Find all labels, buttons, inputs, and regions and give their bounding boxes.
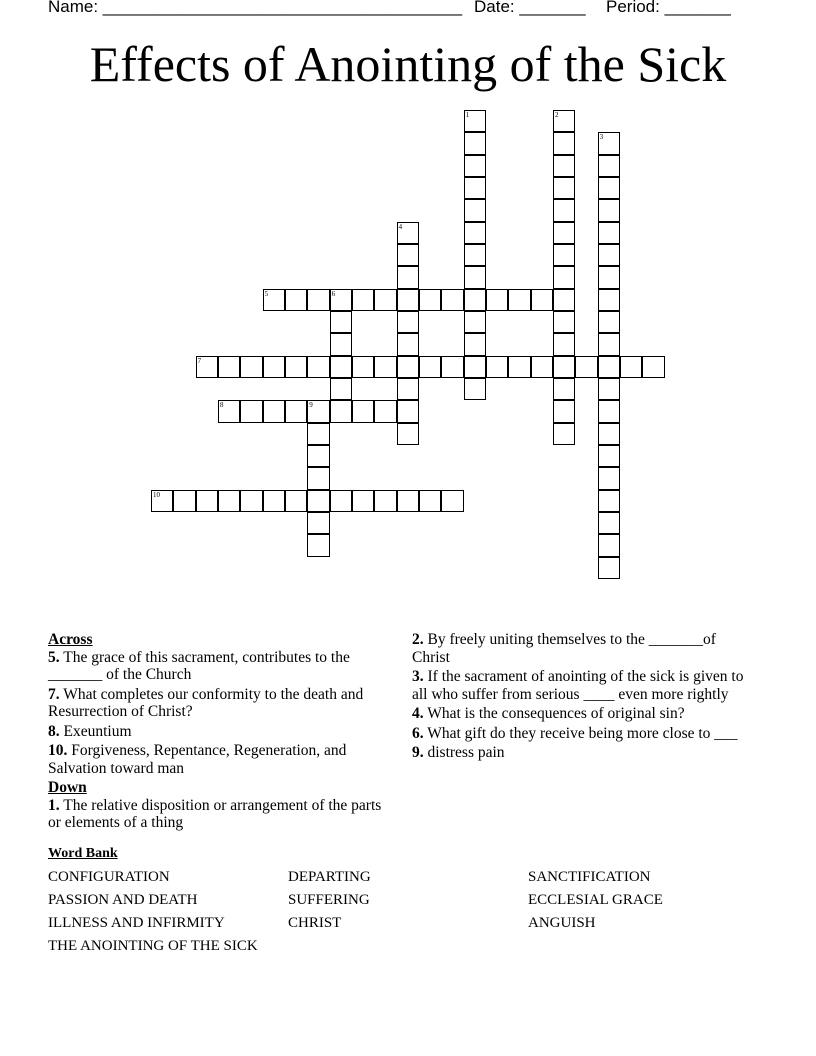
- clue-number: 2.: [412, 631, 424, 648]
- crossword-cell[interactable]: [307, 512, 329, 534]
- crossword-cell[interactable]: [263, 490, 285, 512]
- crossword-cell[interactable]: [196, 356, 218, 378]
- clue-number: 1: [465, 111, 470, 119]
- crossword-cell[interactable]: [598, 490, 620, 512]
- crossword-cell[interactable]: [397, 400, 419, 422]
- crossword-cell[interactable]: [218, 400, 240, 422]
- down-clue-list: [48, 797, 388, 832]
- crossword-cell[interactable]: [598, 423, 620, 445]
- crossword-cell[interactable]: [307, 445, 329, 467]
- word-bank-title: Word Bank: [48, 846, 118, 861]
- clue-item: [48, 649, 388, 684]
- crossword-cell[interactable]: [598, 199, 620, 221]
- crossword-cell[interactable]: [330, 378, 352, 400]
- crossword-cell[interactable]: [151, 490, 173, 512]
- crossword-cell[interactable]: [374, 289, 396, 311]
- clue-text: What is the consequences of original sin?: [423, 705, 685, 722]
- crossword-cell[interactable]: [352, 400, 374, 422]
- crossword-cell[interactable]: [307, 423, 329, 445]
- crossword-cell[interactable]: [598, 244, 620, 266]
- crossword-cell[interactable]: [598, 132, 620, 154]
- crossword-cell[interactable]: [285, 289, 307, 311]
- across-heading: Across: [48, 631, 93, 648]
- clue-item: [48, 723, 388, 741]
- crossword-cell[interactable]: [397, 289, 419, 311]
- clue-text: distress pain: [423, 744, 505, 761]
- crossword-cell[interactable]: [553, 289, 575, 311]
- crossword-cell[interactable]: [374, 356, 396, 378]
- crossword-cell[interactable]: [553, 132, 575, 154]
- word-bank-item: ECCLESIAL GRACE: [528, 892, 663, 908]
- word-bank-item: PASSION AND DEATH: [48, 892, 198, 908]
- crossword-cell[interactable]: [531, 289, 553, 311]
- clue-number: 9.: [412, 744, 424, 761]
- crossword-cell[interactable]: [374, 400, 396, 422]
- crossword-cell[interactable]: [598, 311, 620, 333]
- clue-number: 7.: [48, 685, 60, 703]
- crossword-cell[interactable]: [553, 222, 575, 244]
- clue-number: 5: [264, 289, 269, 298]
- crossword-cell[interactable]: [240, 490, 262, 512]
- crossword-cell[interactable]: [263, 400, 285, 422]
- clue-number: 1.: [48, 796, 60, 814]
- clue-number: 9: [309, 401, 313, 410]
- word-bank-item: CHRIST: [288, 915, 342, 931]
- crossword-cell[interactable]: [419, 490, 441, 512]
- crossword-cell[interactable]: [553, 356, 575, 378]
- crossword-cell[interactable]: [598, 333, 620, 355]
- crossword-cell[interactable]: [441, 490, 463, 512]
- crossword-cell[interactable]: [598, 378, 620, 400]
- down-heading: Down: [48, 779, 87, 796]
- crossword-cell[interactable]: [330, 289, 352, 311]
- clue-number: 3: [599, 133, 604, 142]
- crossword-cell[interactable]: [598, 155, 620, 177]
- crossword-cell[interactable]: [307, 356, 329, 378]
- clue-item: [48, 797, 388, 832]
- word-bank-item: DEPARTING: [288, 869, 371, 885]
- crossword-cell[interactable]: [397, 222, 419, 244]
- crossword-cell[interactable]: [464, 222, 486, 244]
- crossword-cell[interactable]: [598, 356, 620, 378]
- clue-number: 10.: [48, 742, 68, 759]
- crossword-cell[interactable]: [553, 199, 575, 221]
- crossword-cell[interactable]: [374, 490, 396, 512]
- crossword-cell[interactable]: [397, 356, 419, 378]
- crossword-cell[interactable]: [419, 289, 441, 311]
- crossword-cell[interactable]: [464, 356, 486, 378]
- crossword-cell[interactable]: [598, 534, 620, 556]
- crossword-cell[interactable]: [531, 356, 553, 378]
- crossword-cell[interactable]: [285, 400, 307, 422]
- crossword-cell[interactable]: [642, 356, 664, 378]
- clue-item: [48, 686, 388, 721]
- crossword-cell[interactable]: [307, 289, 329, 311]
- page-title: Effects of Anointing of the Sick: [89, 36, 727, 92]
- crossword-cell[interactable]: [285, 490, 307, 512]
- crossword-cell[interactable]: [553, 177, 575, 199]
- crossword-cell[interactable]: [508, 356, 530, 378]
- crossword-cell[interactable]: [330, 356, 352, 378]
- crossword-cell[interactable]: [352, 356, 374, 378]
- crossword-cell[interactable]: [464, 177, 486, 199]
- crossword-cell[interactable]: [598, 177, 620, 199]
- period-field[interactable]: Period: _______: [606, 0, 731, 16]
- crossword-cell[interactable]: [397, 244, 419, 266]
- clue-number: 10: [153, 490, 160, 499]
- crossword-cell[interactable]: [598, 222, 620, 244]
- crossword-cell[interactable]: [553, 155, 575, 177]
- crossword-cell[interactable]: [397, 311, 419, 333]
- clue-text: The relative disposition or arrangement of the parts or elements of a thing: [48, 796, 382, 831]
- crossword-cell[interactable]: [464, 132, 486, 154]
- crossword-cell[interactable]: [307, 400, 329, 422]
- crossword-cell[interactable]: [397, 333, 419, 355]
- crossword-cell[interactable]: [240, 400, 262, 422]
- crossword-cell[interactable]: [464, 266, 486, 288]
- crossword-cell[interactable]: [464, 244, 486, 266]
- clue-item: [412, 668, 752, 703]
- clue-number: 2: [554, 111, 559, 119]
- crossword-cell[interactable]: [352, 289, 374, 311]
- clue-text: The grace of this sacrament, contributes to the _______ of the Church: [48, 648, 350, 683]
- clue-item: [412, 631, 752, 666]
- across-clue-list: [48, 649, 388, 778]
- crossword-cell[interactable]: [196, 490, 218, 512]
- clue-item: [412, 705, 752, 723]
- clue-number: 3.: [412, 668, 424, 685]
- crossword-cell[interactable]: [330, 333, 352, 355]
- crossword-cell[interactable]: [553, 400, 575, 422]
- crossword-cell[interactable]: [464, 199, 486, 221]
- crossword-cell[interactable]: [441, 289, 463, 311]
- crossword-cell[interactable]: [307, 467, 329, 489]
- word-bank-item: ANGUISH: [528, 915, 596, 931]
- word-bank-item: THE ANOINTING OF THE SICK: [48, 938, 258, 954]
- crossword-cell[interactable]: [464, 378, 486, 400]
- crossword-cell[interactable]: [598, 512, 620, 534]
- crossword-cell[interactable]: [508, 289, 530, 311]
- crossword-cell[interactable]: [464, 289, 486, 311]
- crossword-cell[interactable]: [397, 378, 419, 400]
- crossword-cell[interactable]: [307, 490, 329, 512]
- clue-text: Exeuntium: [59, 722, 132, 740]
- crossword-cell[interactable]: [553, 378, 575, 400]
- clues-right-column: [412, 631, 752, 764]
- clue-number: 8.: [48, 722, 60, 740]
- crossword-cell[interactable]: [419, 356, 441, 378]
- clue-text: What completes our conformity to the death and Resurrection of Christ?: [48, 685, 364, 720]
- clue-number: 8: [219, 401, 224, 410]
- clue-number: 7: [197, 356, 202, 365]
- crossword-cell[interactable]: [553, 423, 575, 445]
- crossword-cell[interactable]: [486, 289, 508, 311]
- clue-item: [412, 725, 752, 743]
- crossword-cell[interactable]: [598, 400, 620, 422]
- crossword-cell[interactable]: [620, 356, 642, 378]
- clue-number: 4: [398, 222, 403, 231]
- clue-number: 6: [331, 289, 336, 298]
- crossword-cell[interactable]: [218, 490, 240, 512]
- crossword-cell[interactable]: [486, 356, 508, 378]
- crossword-cell[interactable]: [330, 400, 352, 422]
- crossword-cell[interactable]: [464, 311, 486, 333]
- crossword-cell[interactable]: [263, 356, 285, 378]
- clue-number: 4.: [412, 705, 424, 722]
- crossword-cell[interactable]: [441, 356, 463, 378]
- clues-left-column: [48, 631, 388, 834]
- clue-text: By freely uniting themselves to the _______of Christ: [412, 631, 716, 666]
- crossword-cell[interactable]: [575, 356, 597, 378]
- crossword-cell[interactable]: [330, 311, 352, 333]
- clue-number: 5.: [48, 648, 60, 666]
- crossword-cell[interactable]: [553, 333, 575, 355]
- clue-text: If the sacrament of anointing of the sick is given to all who suffer from serious ____ even more rightly: [412, 668, 744, 703]
- crossword-cell[interactable]: [553, 311, 575, 333]
- crossword-cell[interactable]: [330, 490, 352, 512]
- crossword-cell[interactable]: [464, 333, 486, 355]
- clue-item: [412, 744, 752, 762]
- clue-text: Forgiveness, Repentance, Regeneration, and Salvation toward man: [48, 742, 347, 777]
- crossword-cell[interactable]: [464, 155, 486, 177]
- crossword-cell[interactable]: [598, 445, 620, 467]
- crossword-cell[interactable]: [553, 244, 575, 266]
- crossword-cell[interactable]: [307, 534, 329, 556]
- crossword-cell[interactable]: [598, 266, 620, 288]
- crossword-cell[interactable]: [464, 110, 486, 132]
- crossword-cell[interactable]: [553, 110, 575, 132]
- crossword-cell[interactable]: [240, 356, 262, 378]
- crossword-cell[interactable]: [598, 557, 620, 579]
- crossword-cell[interactable]: [598, 289, 620, 311]
- date-field[interactable]: Date: _______: [474, 0, 586, 16]
- crossword-cell[interactable]: [173, 490, 195, 512]
- clue-number: 6.: [412, 724, 424, 742]
- crossword-cell[interactable]: [397, 423, 419, 445]
- crossword-cell[interactable]: [397, 266, 419, 288]
- crossword-cell[interactable]: [263, 289, 285, 311]
- word-bank-item: SUFFERING: [288, 892, 370, 908]
- crossword-cell[interactable]: [598, 467, 620, 489]
- word-bank-item: CONFIGURATION: [48, 869, 170, 885]
- down-clue-list-continued: [412, 631, 752, 762]
- crossword-cell[interactable]: [553, 266, 575, 288]
- crossword-cell[interactable]: [285, 356, 307, 378]
- word-bank-item: ILLNESS AND INFIRMITY: [48, 915, 225, 931]
- crossword-cell[interactable]: [352, 490, 374, 512]
- crossword-cell[interactable]: [397, 490, 419, 512]
- clue-text: What gift do they receive being more close to ___: [423, 724, 738, 742]
- name-field[interactable]: Name: ______________________________________: [48, 0, 463, 16]
- word-bank-item: SANCTIFICATION: [528, 869, 651, 885]
- clue-item: [48, 742, 388, 777]
- crossword-cell[interactable]: [218, 356, 240, 378]
